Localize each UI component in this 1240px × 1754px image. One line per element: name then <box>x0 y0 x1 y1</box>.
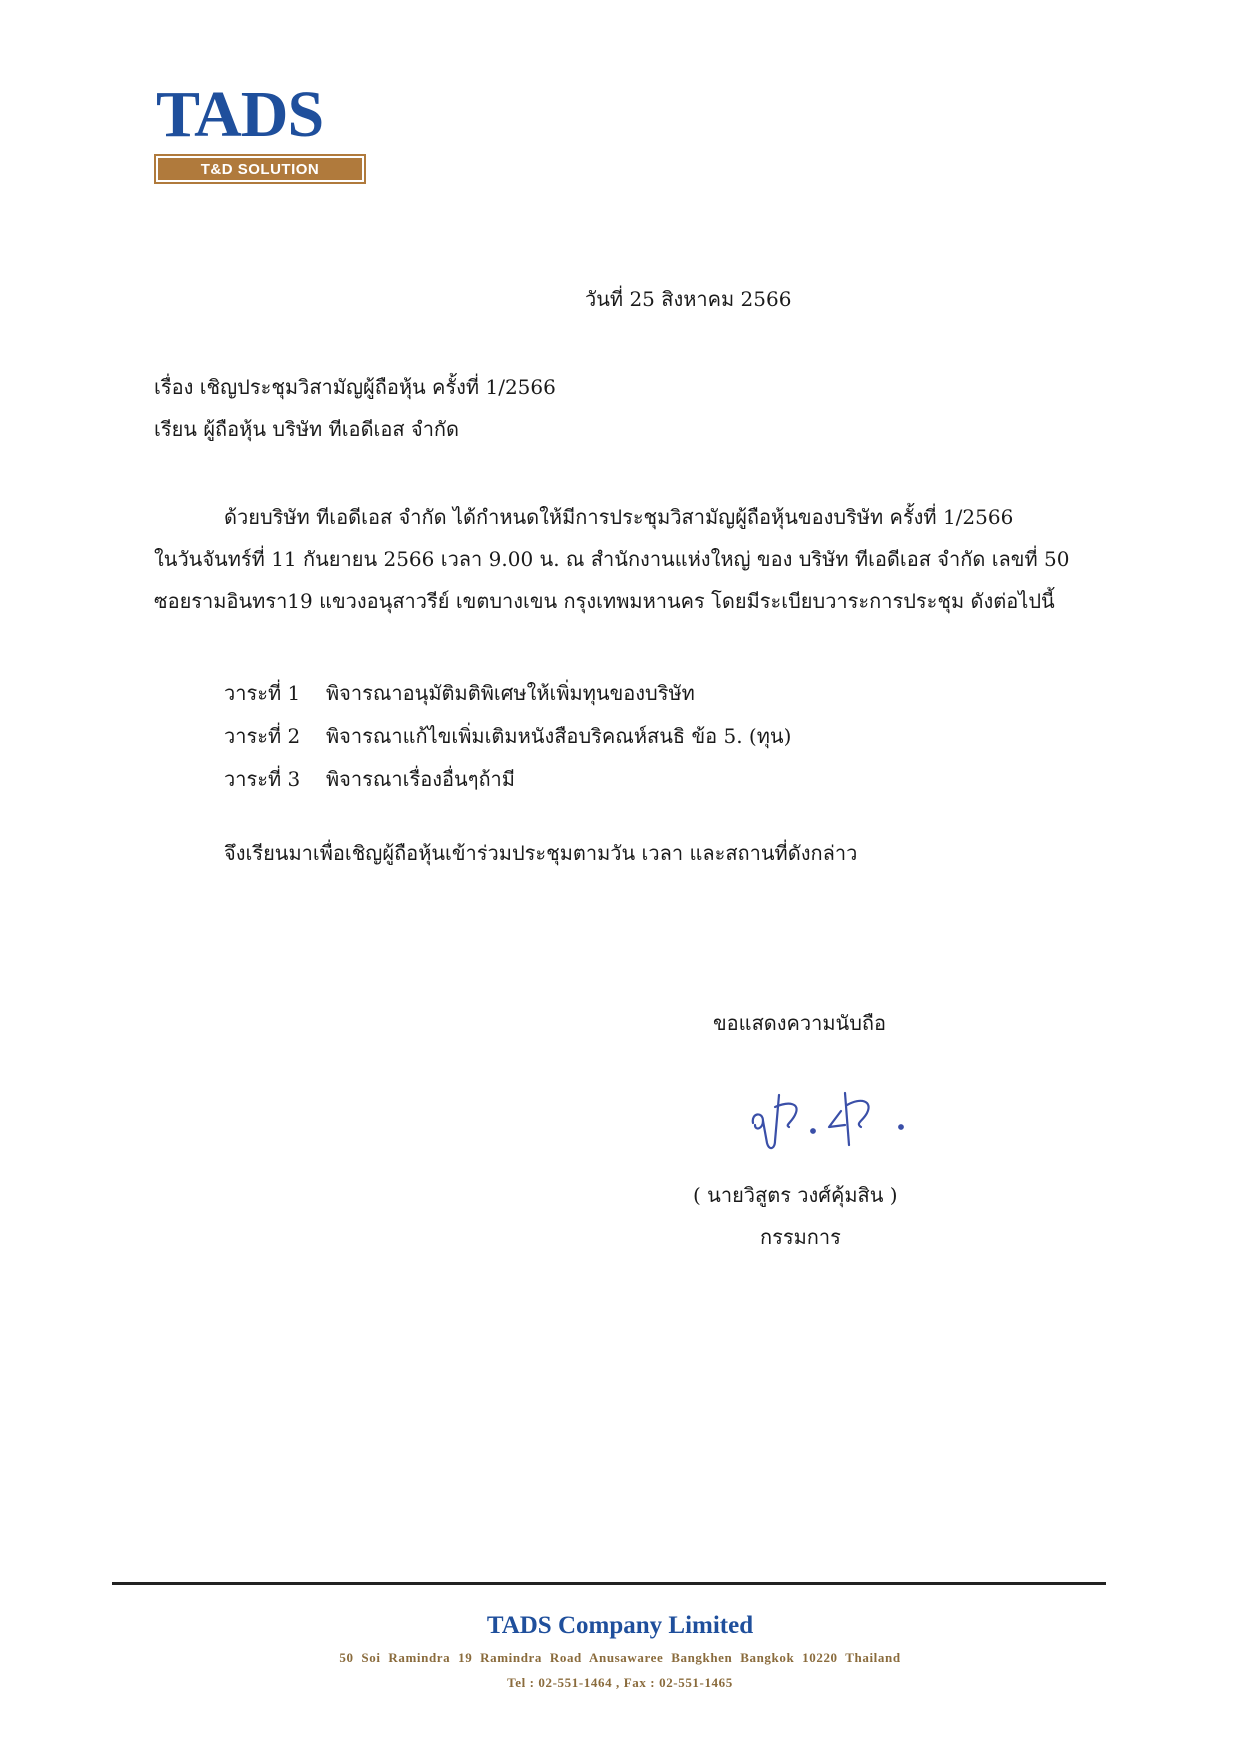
agenda-item <box>224 715 791 758</box>
agenda-number: วาระที่ 1 <box>224 681 301 705</box>
letter-recipient: เรียน ผู้ถือหุ้น บริษัท ทีเอดีเอส จำกัด <box>154 417 460 441</box>
footer-contact: Tel : 02-551-1464 , Fax : 02-551-1465 <box>507 1675 733 1690</box>
agenda-number: วาระที่ 2 <box>224 724 301 748</box>
letter-subject: เรื่อง เชิญประชุมวิสามัญผู้ถือหุ้น ครั้งที่ 1/2566 <box>154 375 556 399</box>
agenda-text: พิจารณาอนุมัติมติพิเศษให้เพิ่มทุนของบริษัท <box>326 681 695 705</box>
agenda-item <box>224 758 791 801</box>
footer-address: 50 Soi Ramindra 19 Ramindra Road Anusawaree Bangkhen Bangkok 10220 Thailand <box>339 1650 901 1665</box>
agenda-text: พิจารณาแก้ไขเพิ่มเติมหนังสือบริคณห์สนธิ ข้อ 5. (ทุน) <box>326 724 792 748</box>
logo-tagline: T&D SOLUTION <box>200 160 320 178</box>
body-line: ซอยรามอินทรา19 แขวงอนุสาวรีย์ เขตบางเขน กรุงเทพมหานคร โดยมีระเบียบวาระการประชุม ดังต่อไปนี้ <box>154 589 1055 613</box>
handwritten-signature <box>745 1075 945 1165</box>
signer-name: ( นายวิสูตร วงศ์คุ้มสิน ) <box>693 1183 898 1207</box>
company-logo <box>154 78 366 184</box>
agenda-text: พิจารณาเรื่องอื่นๆถ้ามี <box>326 767 515 791</box>
footer-company-name: TADS Company Limited <box>486 1612 754 1639</box>
logo-tagline-bar <box>154 154 366 184</box>
footer-divider <box>112 1582 1106 1585</box>
body-line: ในวันจันทร์ที่ 11 กันยายน 2566 เวลา 9.00 น. ณ สำนักงานแห่งใหญ่ ของ บริษัท ทีเอดีเอส จำกัด เลขที่ 50 <box>154 547 1070 571</box>
letter-body <box>154 496 1084 622</box>
letter-date: วันที่ 25 สิงหาคม 2566 <box>585 287 792 311</box>
regards: ขอแสดงความนับถือ <box>713 1011 887 1035</box>
body-line: ด้วยบริษัท ทีเอดีเอส จำกัด ได้กำหนดให้มีการประชุมวิสามัญผู้ถือหุ้นของบริษัท ครั้งที่ 1/2566 <box>224 505 1014 529</box>
agenda-item <box>224 672 791 715</box>
signer-position: กรรมการ <box>760 1225 841 1249</box>
agenda-number: วาระที่ 3 <box>224 767 301 791</box>
closing-sentence: จึงเรียนมาเพื่อเชิญผู้ถือหุ้นเข้าร่วมประชุมตามวัน เวลา และสถานที่ดังกล่าว <box>224 841 858 865</box>
logo-wordmark: TADS <box>156 78 324 151</box>
agenda-list <box>224 672 791 801</box>
